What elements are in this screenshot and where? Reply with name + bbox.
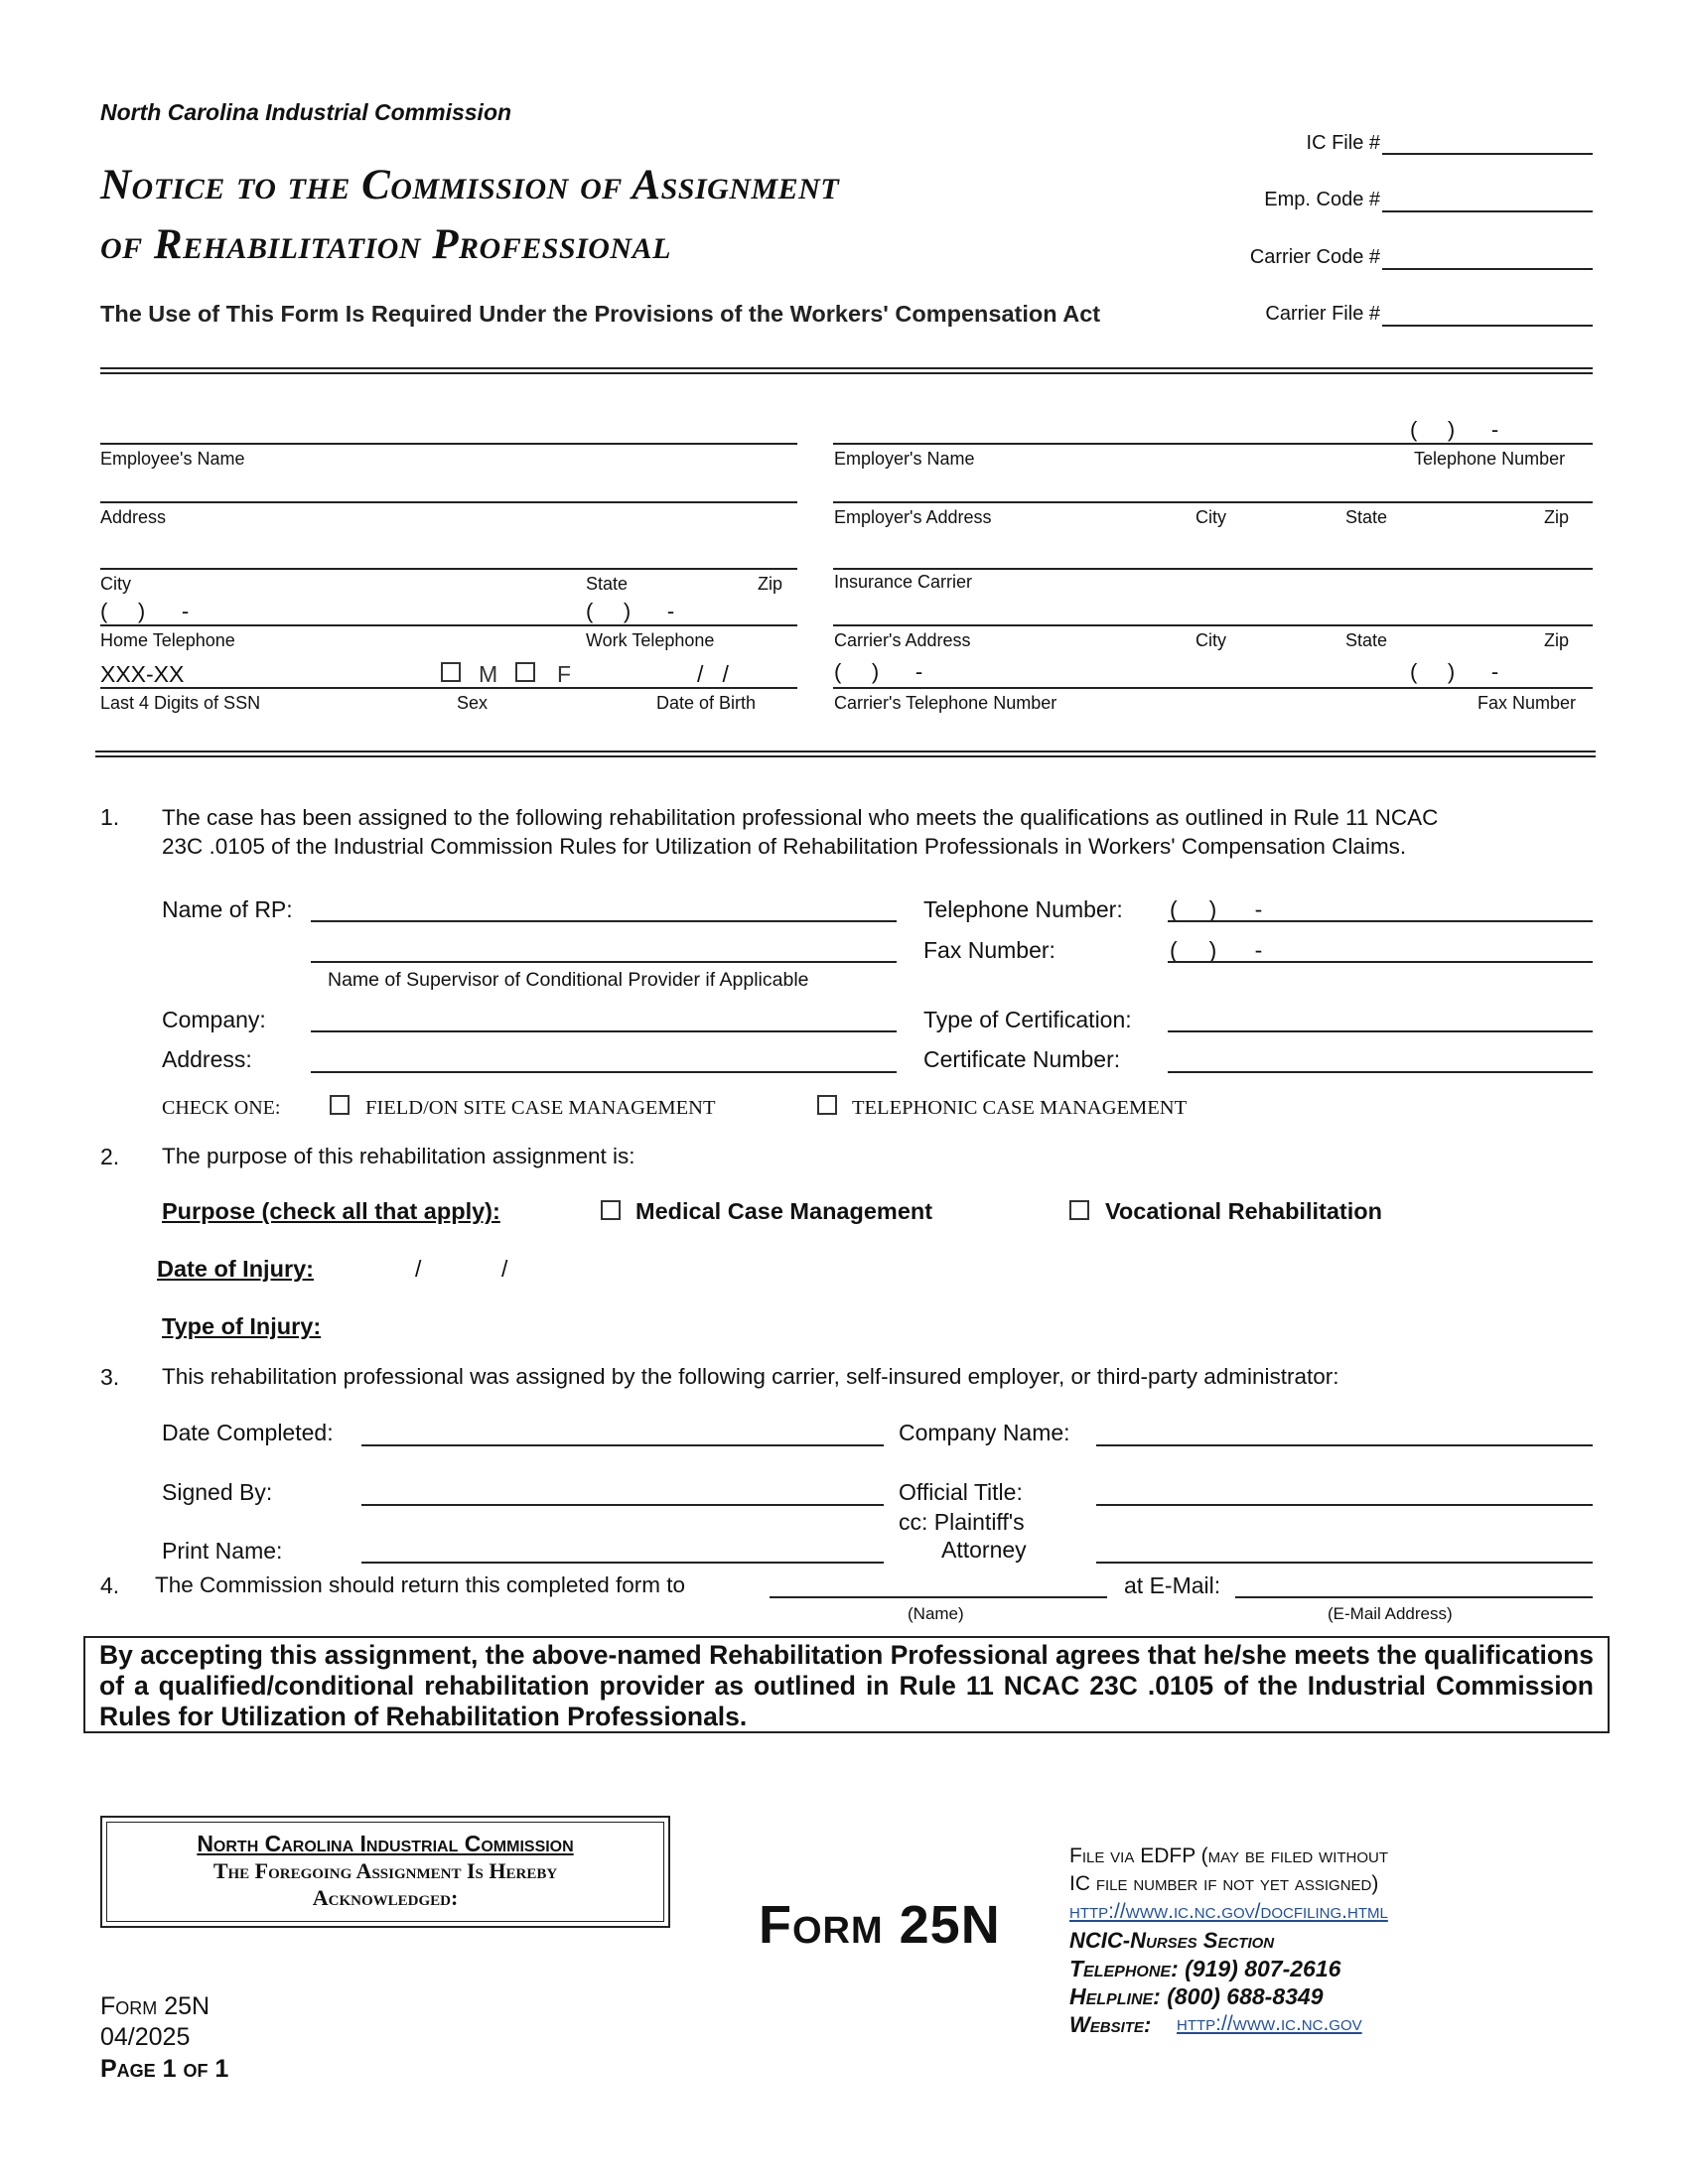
section1-text-line1: The case has been assigned to the following rehabilitation professional who meets the qualifications as outlined in Rule 11 NCAC [162, 805, 1439, 830]
file-via-line2: IC file number if not yet assigned) [1069, 1872, 1379, 1895]
emp-code-field[interactable] [1382, 210, 1593, 212]
ack-line3: Acknowledged: [312, 1885, 459, 1910]
website-label: Website: [1069, 2012, 1152, 2037]
certificate-number-label: Certificate Number: [923, 1046, 1121, 1072]
employer-address-field[interactable] [833, 501, 1593, 503]
cc-attorney-label: Attorney [941, 1537, 1027, 1563]
telephonic-case-checkbox[interactable] [817, 1095, 837, 1115]
employee-city-label: City [100, 574, 131, 594]
docfiling-link[interactable]: http://www.ic.nc.gov/docfiling.html [1069, 1900, 1388, 1923]
header-divider [100, 367, 1593, 369]
telephonic-case-label: TELEPHONIC CASE MANAGEMENT [852, 1097, 1188, 1119]
form-date: 04/2025 [100, 2023, 191, 2051]
agency-name: North Carolina Industrial Commission [100, 99, 512, 125]
ack-line2: The Foregoing Assignment Is Hereby [212, 1858, 558, 1883]
carrier-file-label: Carrier File # [1265, 303, 1380, 325]
acceptance-notice-box [83, 1636, 1610, 1733]
insurance-carrier-label: Insurance Carrier [834, 572, 973, 592]
print-name-label: Print Name: [162, 1538, 283, 1564]
section3-number: 3. [100, 1364, 120, 1390]
carrier-code-label: Carrier Code # [1249, 246, 1380, 268]
date-completed-label: Date Completed: [162, 1420, 334, 1445]
form-title-line1: Notice to the Commission of Assignment [100, 162, 840, 208]
file-via-line1: File via EDFP (may be filed without [1069, 1844, 1389, 1867]
sex-label: Sex [457, 693, 489, 713]
work-phone-mask: ( ) - [586, 599, 675, 623]
supervisor-field[interactable] [311, 961, 897, 963]
medical-case-checkbox[interactable] [601, 1200, 621, 1220]
return-name-field[interactable] [770, 1596, 1107, 1598]
rp-telephone-field[interactable] [1168, 920, 1593, 922]
home-telephone-label: Home Telephone [100, 630, 235, 650]
insurance-carrier-field[interactable] [833, 568, 1593, 570]
employer-city-label: City [1196, 507, 1226, 527]
section2-text: The purpose of this rehabilitation assignment is: [162, 1144, 635, 1168]
print-name-field[interactable] [361, 1562, 884, 1564]
type-of-certification-field[interactable] [1168, 1030, 1593, 1032]
official-title-field[interactable] [1096, 1504, 1593, 1506]
ic-file-label: IC File # [1306, 132, 1380, 154]
sex-f-checkbox[interactable] [515, 662, 535, 682]
supervisor-label: Name of Supervisor of Conditional Provider if Applicable [328, 969, 809, 991]
employee-address-label: Address [100, 507, 167, 527]
form-id: Form 25N [100, 1992, 211, 2020]
parties-divider-2 [95, 755, 1596, 757]
rp-fax-label: Fax Number: [923, 937, 1055, 963]
signed-by-label: Signed By: [162, 1479, 273, 1505]
employer-telephone-label: Telephone Number [1414, 449, 1566, 469]
cc-plaintiff-label: cc: Plaintiff's [899, 1509, 1025, 1535]
section1-number: 1. [100, 804, 120, 830]
employer-name-field[interactable] [833, 443, 1593, 445]
company-name-label: Company Name: [899, 1420, 1070, 1445]
vocational-rehab-checkbox[interactable] [1069, 1200, 1089, 1220]
form-title-line2: of Rehabilitation Professional [100, 221, 671, 268]
date-of-injury-slash1: / [415, 1256, 422, 1282]
field-case-checkbox[interactable] [330, 1095, 350, 1115]
return-email-field[interactable] [1235, 1596, 1593, 1598]
employee-name-field[interactable] [100, 443, 797, 445]
type-of-certification-label: Type of Certification: [923, 1007, 1132, 1032]
section2-number: 2. [100, 1144, 120, 1169]
ic-file-field[interactable] [1382, 153, 1593, 155]
employer-zip-label: Zip [1544, 507, 1570, 527]
rp-address-label: Address: [162, 1046, 252, 1072]
form-number-big: Form 25N [759, 1895, 1001, 1955]
carrier-state-label: State [1345, 630, 1388, 650]
emp-code-label: Emp. Code # [1264, 189, 1380, 210]
ssn-label: Last 4 Digits of SSN [100, 693, 261, 713]
carrier-phone-fax-field[interactable] [833, 687, 1593, 689]
home-phone-mask: ( ) - [100, 599, 190, 623]
date-of-injury-slash2: / [501, 1256, 508, 1282]
work-telephone-label: Work Telephone [586, 630, 715, 650]
at-email-label: at E-Mail: [1124, 1572, 1221, 1598]
telephone-info: Telephone: (919) 807-2616 [1069, 1956, 1341, 1981]
official-title-label: Official Title: [899, 1479, 1023, 1505]
section4-number: 4. [100, 1572, 120, 1598]
company-field[interactable] [311, 1030, 897, 1032]
field-case-label: FIELD/ON SITE CASE MANAGEMENT [365, 1097, 716, 1119]
certificate-number-field[interactable] [1168, 1071, 1593, 1073]
helpline-info: Helpline: (800) 688-8349 [1069, 1983, 1324, 2009]
dob-slashes: / / [697, 661, 729, 687]
sex-m-label: M [479, 661, 498, 687]
acceptance-notice-text: By accepting this assignment, the above-named Rehabilitation Professional agrees that he/she meets the qualifications of a qualified/conditional rehabilitation provider as outlined in Rule 11 NCAC 23C .0105 of the Industrial Commission Rules for Utilization of Rehabilitation Professionals. [99, 1640, 1594, 1731]
date-completed-field[interactable] [361, 1444, 884, 1446]
carrier-telephone-label: Carrier's Telephone Number [834, 693, 1057, 713]
ssn-sex-dob-field[interactable] [100, 687, 797, 689]
section3-text: This rehabilitation professional was assigned by the following carrier, self-insured employer, or third-party administrator: [162, 1364, 1339, 1389]
fax-number-label: Fax Number [1477, 693, 1577, 713]
ssn-value: XXX-XX [100, 661, 185, 687]
home-work-phone-field[interactable] [100, 624, 797, 626]
employer-phone-mask: ( ) - [1410, 417, 1499, 442]
nurses-section: NCIC-Nurses Section [1069, 1928, 1275, 1953]
sex-f-label: F [557, 661, 572, 687]
rp-fax-field[interactable] [1168, 961, 1593, 963]
acknowledgement-box [100, 1816, 670, 1928]
employee-address-field[interactable] [100, 501, 797, 503]
employer-state-label: State [1345, 507, 1388, 527]
employee-city-state-zip-field[interactable] [100, 568, 797, 570]
carrier-file-field[interactable] [1382, 325, 1593, 327]
carrier-city-label: City [1196, 630, 1226, 650]
carrier-zip-label: Zip [1544, 630, 1570, 650]
company-name-field[interactable] [1096, 1444, 1593, 1446]
fax-phone-mask: ( ) - [1410, 659, 1499, 684]
date-of-injury-label: Date of Injury: [157, 1256, 314, 1282]
employee-name-label: Employee's Name [100, 449, 245, 469]
sex-m-checkbox[interactable] [441, 662, 461, 682]
check-one-label: CHECK ONE: [162, 1097, 281, 1119]
parties-divider [95, 751, 1596, 752]
dob-label: Date of Birth [656, 693, 757, 713]
carrier-address-label: Carrier's Address [834, 630, 971, 650]
purpose-label: Purpose (check all that apply): [162, 1198, 500, 1224]
name-of-rp-label: Name of RP: [162, 896, 293, 922]
name-caption: (Name) [908, 1604, 964, 1623]
website-link[interactable]: http://www.ic.nc.gov [1177, 2012, 1362, 2035]
section1-text-line2: 23C .0105 of the Industrial Commission Rules for Utilization of Rehabilitation Professionals in Workers' Compensation Claims. [162, 834, 1407, 859]
employee-state-label: State [586, 574, 629, 594]
cc-attorney-field[interactable] [1096, 1562, 1593, 1564]
carrier-phone-mask: ( ) - [834, 659, 923, 684]
rp-telephone-label: Telephone Number: [923, 896, 1123, 922]
rp-telephone-mask: ( ) - [1170, 896, 1263, 922]
page-number: Page 1 of 1 [100, 2055, 229, 2083]
section4-text: The Commission should return this completed form to [155, 1572, 685, 1597]
type-of-injury-label: Type of Injury: [162, 1313, 322, 1339]
vocational-rehab-label: Vocational Rehabilitation [1105, 1198, 1382, 1224]
signed-by-field[interactable] [361, 1504, 884, 1506]
email-caption: (E-Mail Address) [1328, 1604, 1453, 1623]
ack-agency: North Carolina Industrial Commission [197, 1831, 574, 1856]
employer-address-label: Employer's Address [834, 507, 992, 527]
form-subtitle: The Use of This Form Is Required Under the Provisions of the Workers' Compensation Act [100, 301, 1101, 327]
employer-name-label: Employer's Name [834, 449, 975, 469]
carrier-code-field[interactable] [1382, 268, 1593, 270]
company-label: Company: [162, 1007, 266, 1032]
header-divider-2 [100, 372, 1593, 374]
employee-zip-label: Zip [758, 574, 783, 594]
name-of-rp-field[interactable] [311, 920, 897, 922]
medical-case-label: Medical Case Management [635, 1198, 933, 1224]
carrier-address-field[interactable] [833, 624, 1593, 626]
rp-fax-mask: ( ) - [1170, 937, 1263, 963]
rp-address-field[interactable] [311, 1071, 897, 1073]
